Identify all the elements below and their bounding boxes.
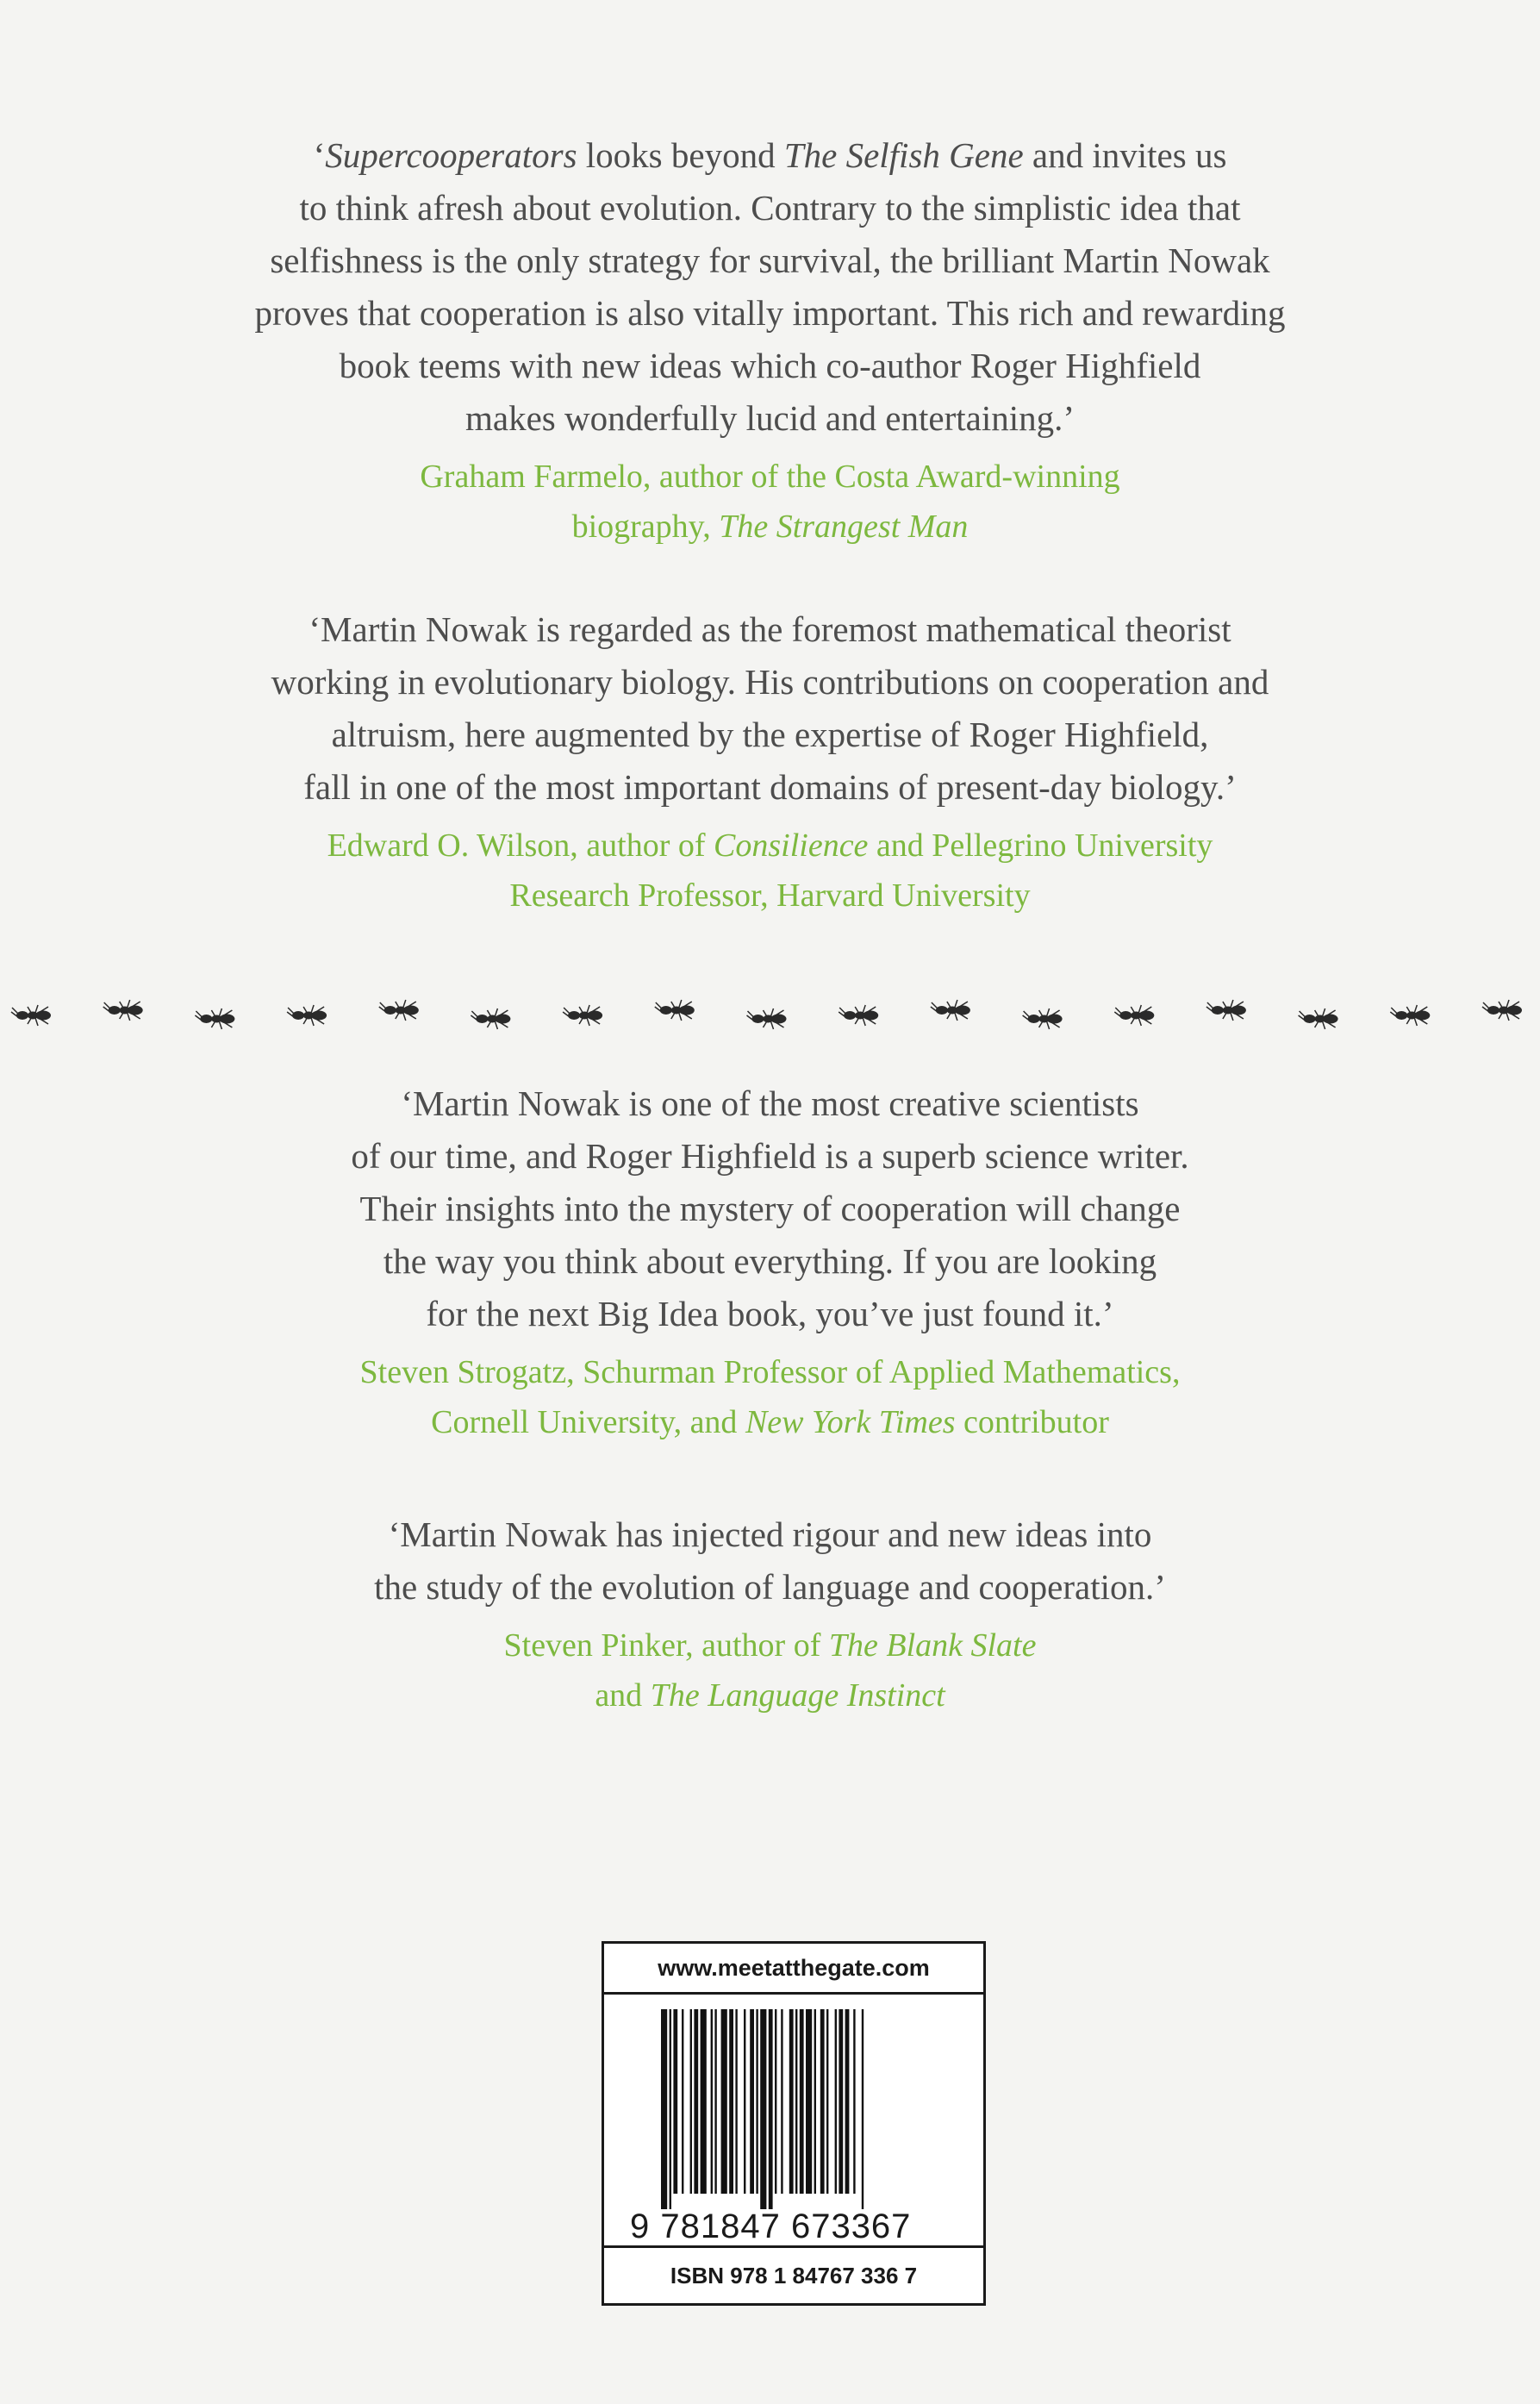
- blurb-strogatz: [0, 1077, 1540, 1447]
- ant-icon: [1114, 1005, 1153, 1026]
- blurb-wilson: [0, 603, 1540, 921]
- barcode-digits: 9 781847 673367: [630, 2207, 912, 2245]
- ant-icon: [379, 1000, 418, 1021]
- ant-icon: [195, 1008, 234, 1029]
- ant-icon: [471, 1008, 509, 1029]
- blurb-attribution: Steven Pinker, author of The Blank Slate and The Language Instinct: [503, 1627, 1037, 1714]
- ant-icon: [839, 1005, 877, 1026]
- barcode-bars-icon: [661, 2009, 937, 2209]
- blurb-attribution: Graham Farmelo, author of the Costa Award-winning biography, The Strangest Man: [420, 459, 1120, 545]
- ant-icon: [1390, 1005, 1429, 1026]
- blurb-quote: ‘Martin Nowak is one of the most creative scientists of our time, and Roger Highfield is a superb science writer. Their insights into the mystery of cooperation will change the way you think about everything. If you are looking for the next Big Idea book, you’ve just found it.’: [351, 1083, 1189, 1333]
- blurb-quote: ‘Martin Nowak is regarded as the foremost mathematical theorist working in evolutionary biology. His contributions on cooperation and altruism, here augmented by the expertise of Roger Highfield, fall in one of the most important domains of present-day biology.’: [271, 609, 1269, 807]
- blurb-pinker: [0, 1508, 1540, 1720]
- ant-trail-decoration: [0, 974, 1540, 1043]
- ant-icon: [287, 1005, 326, 1026]
- blurb-attribution: Edward O. Wilson, author of Consilience and Pellegrino University Research Professor, Harvard University: [327, 827, 1213, 914]
- blurb-quote: ‘Supercooperators looks beyond The Selfish Gene and invites us to think afresh about evolution. Contrary to the simplistic idea that selfishness is the only strategy for survival, the brilliant Martin Nowak proves that cooperation is also vitally important. This rich and rewarding book teems with new ideas which co-author Roger Highfield makes wonderfully lucid and entertaining.’: [254, 135, 1286, 438]
- blurb-farmelo: [0, 129, 1540, 552]
- blurb-attribution: Steven Strogatz, Schurman Professor of Applied Mathematics, Cornell University, and New York Times contributor: [359, 1354, 1181, 1440]
- ant-icon: [747, 1008, 786, 1029]
- ant-icon: [103, 1000, 142, 1021]
- ant-icon: [1482, 1000, 1521, 1021]
- ant-icon: [1206, 1000, 1245, 1021]
- ant-icon: [11, 1005, 50, 1026]
- ant-icon: [655, 1000, 694, 1021]
- publisher-url: www.meetatthegate.com: [604, 1944, 983, 1995]
- isbn-label: ISBN 978 1 84767 336 7: [604, 2245, 983, 2303]
- ant-icon: [931, 1000, 970, 1021]
- ant-icon: [563, 1005, 602, 1026]
- barcode-panel: [602, 1941, 986, 2306]
- blurb-quote: ‘Martin Nowak has injected rigour and new ideas into the study of the evolution of language and cooperation.’: [374, 1514, 1166, 1607]
- ant-icon: [1023, 1008, 1062, 1029]
- ant-icon: [1299, 1008, 1337, 1029]
